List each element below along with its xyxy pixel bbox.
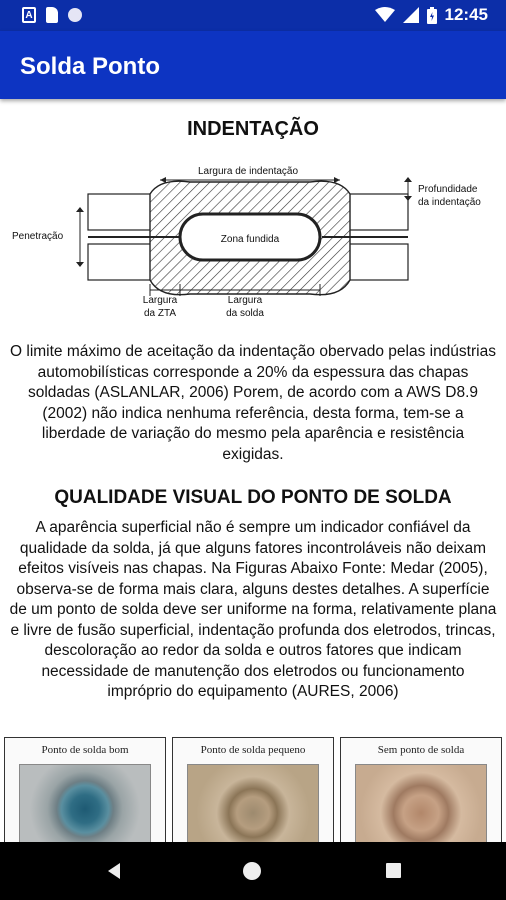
a-notification-icon	[22, 7, 36, 23]
app-bar	[0, 31, 506, 99]
indentation-diagram	[0, 154, 506, 326]
signal-icon	[403, 7, 419, 23]
section-title-indentacao: INDENTAÇÃO	[187, 118, 319, 140]
back-icon[interactable]	[106, 862, 122, 880]
navigation-bar	[0, 842, 506, 900]
label-solda-2: da solda	[226, 308, 264, 319]
content-scroll-area[interactable]	[0, 99, 506, 842]
status-bar	[0, 0, 506, 31]
recents-icon[interactable]	[386, 863, 401, 878]
sd-card-icon	[46, 7, 58, 23]
paragraph-qualidade: A aparência superficial não é sempre um indicador confiável da qualidade da solda, já que alguns fatores incontroláveis não deixam efeitos visíveis nas chapas. Na Figuras Abaixo Fonte: Medar (2005), observa-se de forma mais clara, alguns destes detalhes. A superfície de um ponto de solda deve ser uniforme na forma, relativamente plana e livre de fusão superficial, indentação profunda dos eletrodos, trincas, descoloração ao redor da solda e outros fatores que indicam necessidade de manutenção dos eletrodos ou funcionamento impróprio do equipamento (AURES, 2006)	[9, 519, 497, 700]
label-penetracao: Penetração	[12, 231, 64, 242]
weld-photo-none	[355, 764, 487, 842]
clock: 12:45	[444, 5, 488, 24]
paragraph-indentacao: O limite máximo de aceitação da indentação obervado pelas indústrias automobilísticas corresponde a 20% da espessura das chapas soldadas (ASLANLAR, 2006) Porem, de acordo com a AWS D8.9 (2002) não indica nenhuma referência, desta forma, tem-se a liberdade de variação do mesmo pela aparência e resistência exigidas.	[10, 343, 496, 463]
label-solda-1: Largura	[227, 295, 263, 306]
label-zona-fundida: Zona fundida	[220, 234, 280, 245]
app-title: Solda Ponto	[20, 53, 160, 80]
label-profundidade-1: Profundidade	[418, 184, 478, 195]
photo-caption: Sem ponto de solda	[377, 744, 465, 756]
label-largura-indentacao: Largura de indentação	[197, 166, 299, 177]
weld-photos	[4, 737, 502, 842]
weld-photo-small	[187, 764, 319, 842]
circle-icon	[68, 8, 82, 22]
photo-card-sem	[340, 737, 502, 842]
home-icon[interactable]	[243, 862, 261, 880]
photo-card-pequeno	[172, 737, 334, 842]
weld-photo-good	[19, 764, 151, 842]
wifi-icon	[375, 7, 395, 23]
photo-caption: Ponto de solda pequeno	[200, 744, 306, 756]
label-zta-2: da ZTA	[143, 308, 177, 319]
photo-card-bom	[4, 737, 166, 842]
label-profundidade-2: da indentação	[418, 197, 481, 208]
photo-caption: Ponto de solda bom	[41, 744, 129, 756]
battery-icon	[427, 7, 437, 24]
a-notification-label: A	[25, 9, 33, 21]
section-title-qualidade: QUALIDADE VISUAL DO PONTO DE SOLDA	[54, 487, 452, 508]
label-zta-1: Largura	[142, 295, 178, 306]
